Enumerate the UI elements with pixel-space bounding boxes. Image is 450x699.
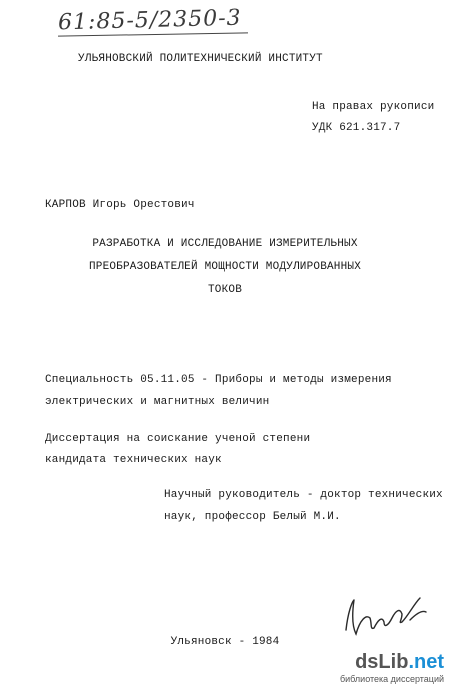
title-line-2: ПРЕОБРАЗОВАТЕЛЕЙ МОЩНОСТИ МОДУЛИРОВАННЫХ [88,261,362,273]
watermark-subtitle: библиотека диссертаций [339,674,444,684]
udk-code: УДК 621.317.7 [312,122,401,134]
watermark-logo-part1: dsLib [355,651,409,673]
author-name: КАРПОВ Игорь Орестович [45,199,195,211]
institute-name: УЛЬЯНОВСКИЙ ПОЛИТЕХНИЧЕСКИЙ ИНСТИТУТ [78,53,323,65]
supervisor-line-1: Научный руководитель - доктор технических [164,489,443,501]
specialty-line-2: электрических и магнитных величин [45,396,270,408]
title-line-3: ТОКОВ [207,284,242,296]
watermark-dslib [324,651,444,691]
dissertation-line-2: кандидата технических наук [45,454,222,466]
city-year: Ульяновск - 1984 [170,636,280,648]
handwritten-code: 61:85-5/2350-3 [57,5,242,36]
specialty-line-1: Специальность 05.11.05 - Приборы и методы измерения [45,374,392,386]
title-line-1: РАЗРАБОТКА И ИССЛЕДОВАНИЕ ИЗМЕРИТЕЛЬНЫХ [92,238,358,250]
dissertation-line-1: Диссертация на соискание ученой степени [45,433,311,445]
supervisor-line-2: наук, профессор Белый М.И. [164,511,341,523]
watermark-logo [355,651,444,674]
watermark-logo-part2: .net [408,651,444,673]
rights-reserved: На правах рукописи [312,101,435,113]
